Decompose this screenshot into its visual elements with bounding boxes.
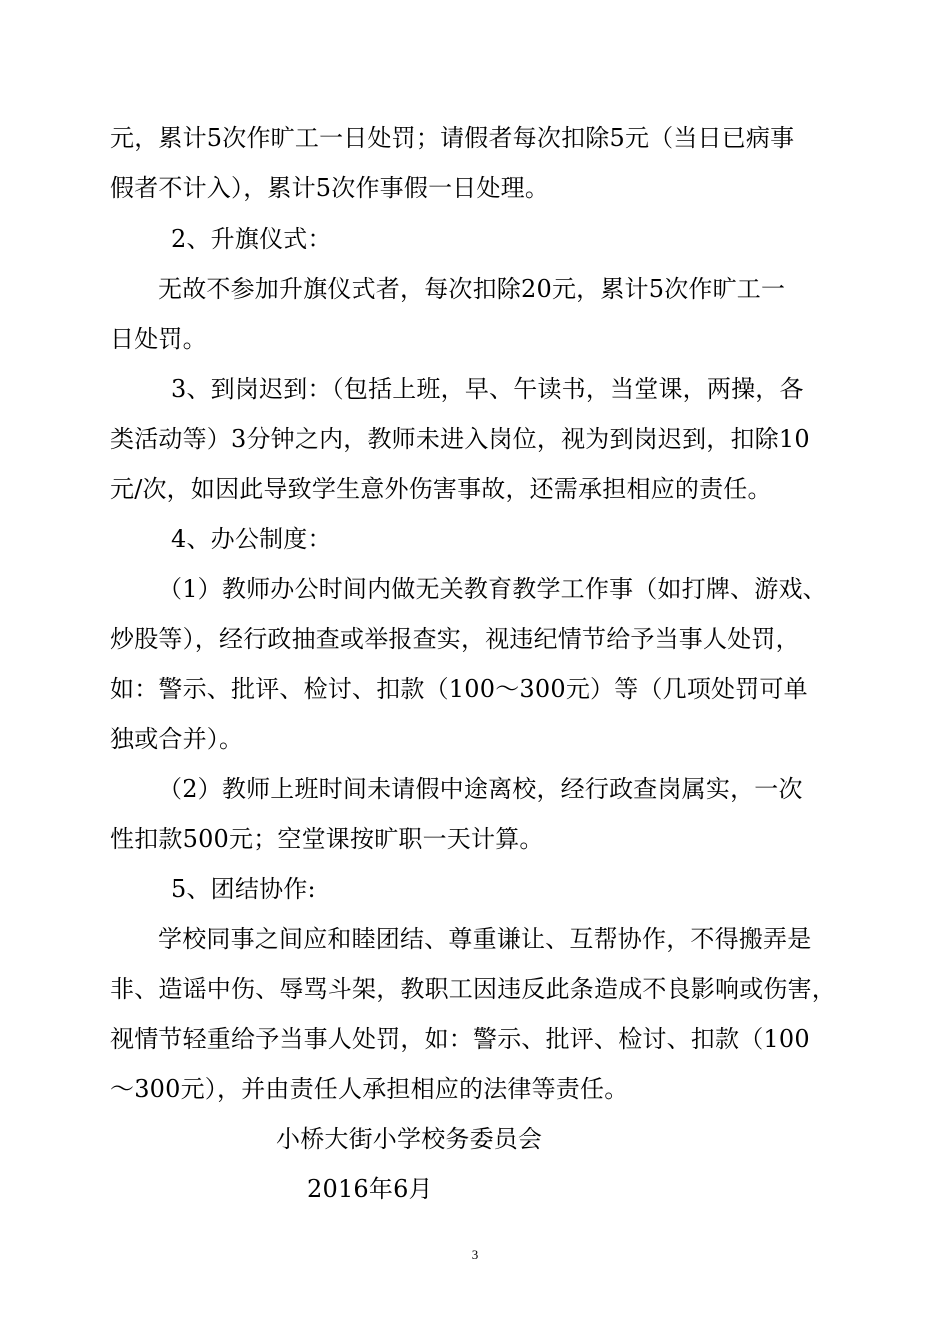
section-heading-teamwork: 5、团结协作: [171, 875, 316, 903]
section-heading-lateness: 3、到岗迟到：（包括上班，早、午读书，当堂课，两操，各 [171, 375, 804, 403]
text-line: 日处罚。 [110, 325, 207, 353]
text-line: （2）教师上班时间未请假中途离校，经行政查岗属实，一次 [158, 775, 803, 803]
text-line: （1）教师办公时间内做无关教育教学工作事（如打牌、游戏、 [158, 575, 827, 603]
text-line: 独或合并）。 [110, 725, 244, 753]
section-heading-flag-ceremony: 2、升旗仪式： [171, 225, 332, 253]
text-line: 非、造谣中伤、辱骂斗架，教职工因违反此条造成不良影响或伤害， [110, 975, 836, 1003]
text-line: 学校同事之间应和睦团结、尊重谦让、互帮协作，不得搬弄是 [158, 925, 812, 953]
text-line: ～300元），并由责任人承担相应的法律等责任。 [110, 1075, 629, 1103]
page-number: 3 [471, 1247, 479, 1262]
text-line: 无故不参加升旗仪式者，每次扣除20元，累计5次作旷工一 [158, 275, 786, 303]
text-line: 视情节轻重给予当事人处罚，如：警示、批评、检讨、扣款（100 [110, 1025, 810, 1053]
section-heading-office-rules: 4、办公制度： [171, 525, 332, 553]
signature-date: 2016年6月 [307, 1175, 433, 1203]
text-line: 性扣款500元；空堂课按旷职一天计算。 [110, 825, 544, 853]
text-line: 元/次，如因此导致学生意外伤害事故，还需承担相应的责任。 [110, 475, 772, 503]
text-line: 假者不计入），累计5次作事假一日处理。 [110, 174, 550, 202]
text-line: 如：警示、批评、检讨、扣款（100～300元）等（几项处罚可单 [110, 675, 808, 703]
text-line: 类活动等）3分钟之内，教师未进入岗位，视为到岗迟到，扣除10 [110, 425, 810, 453]
signature-organization: 小桥大街小学校务委员会 [276, 1125, 543, 1153]
text-line: 元，累计5次作旷工一日处罚；请假者每次扣除5元（当日已病事 [110, 124, 795, 152]
text-line: 炒股等），经行政抽查或举报查实，视违纪情节给予当事人处罚， [110, 625, 800, 653]
